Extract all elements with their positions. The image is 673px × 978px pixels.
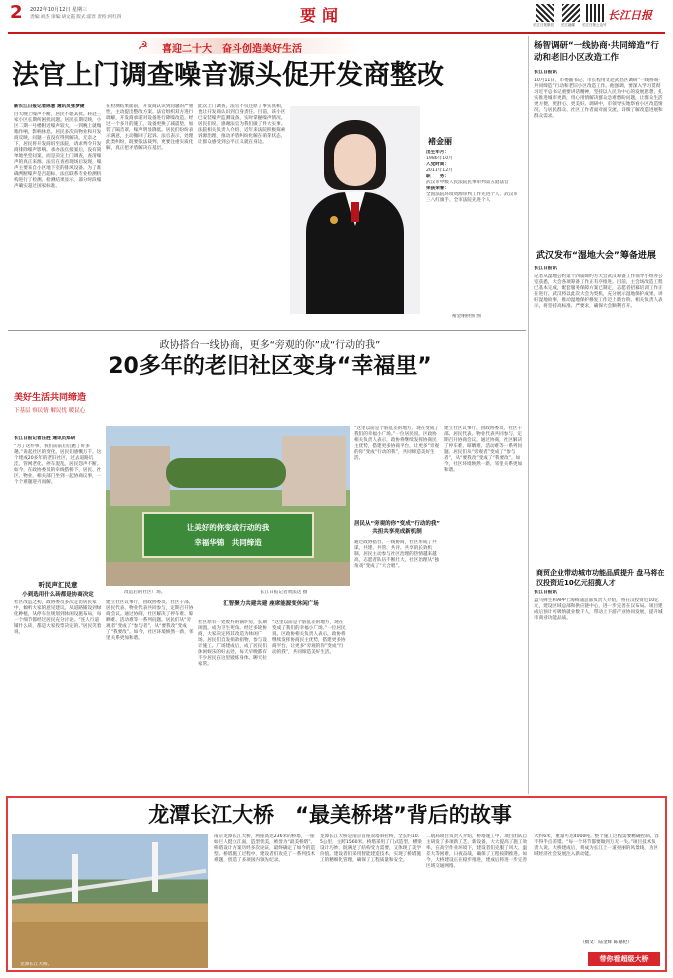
page-header [0,0,673,36]
qr-label-3: 长江日报公众号 [582,23,607,27]
story2-subhead-4: 居民从“旁观的你”变成“行动的我” 共担共享亮成新机制 [354,521,440,535]
story2-byline: 长江日报记者汪胜 通讯员郑研 [14,436,76,441]
portrait-badge [330,216,338,224]
party-banner [130,38,360,54]
qr-code-1[interactable] [536,4,554,22]
profile-join: 2011年12月 [426,168,453,173]
qr-code-3[interactable] [586,4,604,22]
community-photo-caption: 改造后的社区广场。 [124,590,166,595]
story2-column-5: “这里以前是个脏乱差的地方，现在变成了我们的幸福小广场。”一位居民说。区政协相关负责人表示，政协将继续发挥协商民主优势，搭建更多协商平台，让更多“旁观的你”变成“行动的我”，共同缔造美好生活。 [354,426,440,461]
story2-column-2: 建立社区议事厅，由政协委员、社区干部、居民代表、物业代表共同参与，定期召开协商会议。通过协商，社区解决了停车难、晾晒难、活动难等一系列问题。居民们从“旁观者”变成了“参与者”，从“要我改”变成了“我要改”。如今，社区环境焕然一新，邻里关系更加和谐。 [106,600,194,641]
banner-text: 喜迎二十大 奋斗创造美好生活 [162,44,302,55]
story3-tag[interactable]: 带你看超级大桥 [588,952,660,966]
story3-column-4: 大约6米，重量可达4000吨。整个施工过程需要精确控制，容不得半点差错。“每一个环节都要做到万无一失。”项目技术负责人说。大桥建成后，将成为长江上一道亮丽的风景线，为区域经济社会发展注入新动能。 [534,834,659,857]
profile-photo-credit: 褚金丽供图 图 [452,314,482,319]
story3-credit: （摄文：陆金辉 陈嘉伦） [580,940,632,945]
right1-body: 10月11日，市委副书记、市长程用文赴武昌区调研“一线协商·共同缔造”行动和老旧小区改造工作。他强调，要深入学习贯彻习近平总书记重要讲话精神，坚持以人民为中心的发展思想，扎实推进城市更新，用心用情解决群众急难愁盼问题，让群众生活更方便、更舒心、更美好。调研中，市领导实地察看小区改造情况，与居民群众、社区工作者面对面交流，详细了解改造进展和群众需求。 [534,78,663,119]
portrait-face [334,134,376,186]
story1-column-3: 此次上门调查，法官不仅还原了事实真相，也让开发商认识到自身责任。目前，该小区已安装噪声监测设备，实时掌握噪声情况。居民们说，感谢法官为我们做了件大实事。法院相关负责人介绍，近年来法院积极探索诉源治理，推动矛盾纠纷化解在萌芽状态，让群众感受到公平正义就在身边。 [198,104,286,145]
slogan-sign [142,512,314,558]
story1-byline: 新长江日报记者陈意 通讯员张梦捷 [14,104,85,109]
qr-label-2: 长江融媒 [561,23,575,27]
right3-headline: 商贸企业带动城市功能品质提升 盘马将在汉投资近10亿元招揽人才 [536,569,665,587]
judge-portrait-photo [290,106,420,314]
story3-column-3: 二航局项目负责人介绍，桥塔施工中，项目团队自主研发了多项新工艺、新设备，大大提高了施工效率。在高空作业环境下，建设者们克服了风大、温差大等困难，日夜奋战，确保了工程按期推进。如今，大桥建设正在稳步推进，建成后将进一步完善区域交通网络。 [426,834,528,869]
page-editors: 责编:刘杰 审编:胡文霞 版式:霍淳 责校:何红四 [30,15,122,20]
story3-column-2: 龙潭长江大桥是南京首座双塔斜拉桥，全长约10.5公里，主跨1560米。桥塔采用了门式造型，横梁设计巧妙，既满足了结构受力需要，又体现了美学价值。建设者们采用智能建造技术，实现了桥塔施工的精细化管理，确保了工程质量和安全。 [320,834,422,863]
right2-headline: 武汉发布“湿地大会”筹备进展 [536,251,656,261]
bridge-photo [12,834,208,968]
masthead-logo: 长江日报 [608,9,652,22]
story3-headline: 龙潭长江大桥 “最美桥塔”背后的故事 [148,803,512,827]
issue-date: 2022年10月12日 星期三 [30,7,88,13]
bridge-tower-right [152,842,158,892]
story2-subhead-2: 小到选用什么砖都是协商决定 [22,592,94,598]
story2-column-1b: 社区改造之初，政协委员多次走访居民家中，倾听大家的意见建议。从道路铺设到绿化种植，从停车位规划到休闲设施布局，每一个细节都经过居民充分讨论。“连人行道铺什么砖，都是大家投票决定的。”居民笑着说。 [14,600,102,635]
series-label-box [14,392,100,426]
right3-byline: 长江日报讯 [534,590,557,595]
story1-column-2: 在检测结果面前，开发商认识到问题的严重性，主动提出整改方案。法官组织双方进行调解，开发商承诺对设备进行降噪改造。经过一个多月的施工，设备更换了减震垫，加装了隔音罩，噪声明显降低。居民们纷纷表示满意，主动撤回了起诉。法官表示，处理此类纠纷，既要依法裁判，更要注重实质化解，真正把矛盾解决在基层。 [106,104,194,151]
portrait-tie [351,202,359,222]
series-label: 美好生活共同缔造 [14,393,87,403]
header-rule [8,32,665,34]
story2-column-1: “为了这件事，我们前前后后跑了好多趟。”说起社区的变化，居民们感慨万千。这个建成20多年的老旧社区，过去道路坑洼、管网老化、停车混乱，居民怨声不断。如今，在政协委员的牵线搭桥下，居民、社区、物业、相关部门坐到一起协商议事，一个个难题迎刃而解。 [14,444,102,485]
bridge-deck [12,869,206,900]
column-divider [528,36,529,794]
tree-cluster [166,458,286,488]
community-photo-credit: 长江日报记者黄法达 摄 [260,590,308,595]
bridge-tower-left [72,854,78,902]
profile-position-label: 职 务： [426,174,449,179]
story2-subhead-1: 听民声汇民意 [38,581,78,589]
section-title: 要闻 [300,6,345,25]
profile-position: 武汉市中级人民法院民事审判第五庭法官 [426,180,509,185]
profile-join-label: 入党时间： [426,162,449,167]
profile-honor-label: 荣获荣誉： [426,186,449,191]
right2-body: 记者从湿地公约第十四届缔约方大会武汉筹备工作领导小组办公室获悉，大会各项筹备工作正有序推进。目前，主会场改造工程已基本完成，配套服务保障方案已制定，志愿者招募培训工作正在进行。武汉将以此次大会为契机，充分展示湿地保护成果，讲好湿地故事，推动湿地保护修复工作迈上新台阶。相关负责人表示，将坚持高标准、严要求，确保大会顺利召开。 [534,274,663,309]
bridge-photo-caption: 龙潭长江大桥。 [20,962,53,967]
profile-name: 褚金丽 [428,137,452,146]
sign-line-2: 幸福华锦 共同缔造 [194,538,262,547]
profile-birth: 1986年10月 [426,156,453,161]
story2-rule [8,330,526,331]
apartment-block-left [110,446,170,506]
profile-card [426,150,518,204]
story2-column-3: 社区原有一处废弃的锅炉房，长期闲置，成为卫生死角。经过多轮协商，大家决定将其改造为休闲广场。居民们自发捐款捐物，参与设计施工。广场建成后，成了居民们休闲娱乐的好去处，每天早晚都有不少居民在这里锻炼身体、聊天拉家常。 [198,620,267,667]
qr-code-2[interactable] [562,4,580,22]
right1-headline: 杨智调研“一线协商·共同缔造”行动和老旧小区改造工作 [534,41,659,63]
plaza-ground [106,562,350,586]
story3-column-1: 南京龙潭长江大桥，两座高达236米的桥塔，一座如巨人挺立江面，造型优美，被誉为“最美桥塔”。桥塔设计方案历经多次论证，最终确定了如今的造型。桥塔施工过程中，建设者们攻克了一系列技术难题，创造了多项国内领先纪录。 [214,834,316,863]
story2-headline: 20多年的老旧社区变身“幸福里” [108,354,432,379]
right3-body: 盒马鲜生和APP上海杨浦总部负责人介绍，将在汉投资近10亿元，建设区域总部和供应链中心，进一步完善在汉布局。项目建成后预计可吸纳就业数千人，带动上下游产业协同发展，提升城市商业功能品质。 [534,598,663,621]
story2-column-5b: 通过政协搭台、一线协商，社区形成了共谋、共建、共管、共评、共享的长效机制。居民主动参与社区治理的热情越来越高，志愿者队伍不断壮大，社区治理从“独角戏”变成了“大合唱”。 [354,540,440,569]
right1-byline: 长江日报讯 [534,70,557,75]
profile-honor: 全国法院环境资源审判工作先进个人、武汉市三八红旗手、全市法院先进个人 [426,192,518,203]
qr-label-1: 长江日报微信 [533,23,554,27]
profile-birth-label: 出生年月： [426,150,449,155]
community-photo [106,426,350,586]
story1-column-1: 白天晚上噪声不断，居民不堪其扰。转赴三家小区长期所困扰问题。居民长期反映，小区二期一号楼附近噪声较大，一到晚上就嗡嗡作响，影响休息。居民多次向物业和开发商反映，问题一直没有得到解决。无奈之下，居民将开发商诉至法院，请求判令开发商排除噪声影响。承办法官接案后，没有简单地坐堂问案，而是决定上门调查，查清噪声的真正来源。法官在查看现场后发现，噪声主要来自小区地下室的排风设备。为了准确判断噪声是否超标，法官联系专业检测机构进行了检测。检测结果显示，部分时段噪声确实超过国家标准。 [14,112,102,189]
series-sub: 下基层 察民情 解民忧 暖民心 [14,408,86,414]
story1-headline: 法官上门调查噪音源头促开发商整改 [12,60,444,91]
page-number: 2 [10,2,23,23]
story2-kicker: 政协搭台一线协商，更多“旁观的你”成“行动的我” [159,340,381,351]
story2-column-4: “这里以前是个脏乱差的地方，现在变成了我们的幸福小广场。”一位居民说。区政协相关负责人表示，政协将继续发挥协商民主优势，搭建更多协商平台，让更多“旁观的你”变成“行动的我”，共同缔造美好生活。 [272,620,346,655]
story2-column-6: 建立社区议事厅，由政协委员、社区干部、居民代表、物业代表共同参与，定期召开协商会议。通过协商，社区解决了停车难、晾晒难、活动难等一系列问题。居民们从“旁观者”变成了“参与者”，从“要我改”变成了“我要改”。如今，社区环境焕然一新，邻里关系更加和谐。 [444,426,523,473]
apartment-block-right [282,436,346,506]
right2-byline: 长江日报讯 [534,266,557,271]
story2-subhead-3: 汇智聚力共建共建 座席能源变休闲广场 [223,601,319,607]
party-emblem-icon: ☭ [138,39,148,52]
sign-line-1: 让美好的你变成行动的我 [186,523,270,532]
